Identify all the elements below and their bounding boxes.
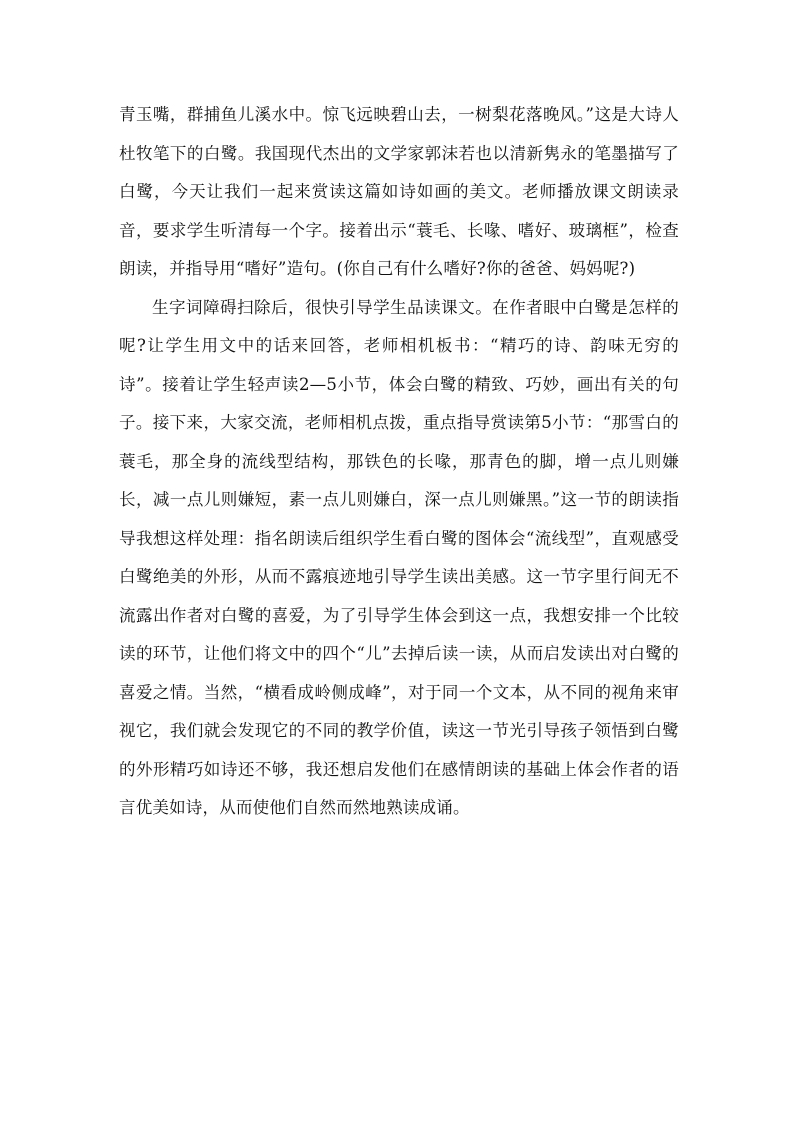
document-body <box>119 96 679 828</box>
paragraph-2: 生字词障碍扫除后，很快引导学生品读课文。在作者眼中白鹭是怎样的呢?让学生用文中的话来回答，老师相机板书：“精巧的诗、韵味无穷的诗”。接着让学生轻声读2—5小节，体会白鹭的精致、巧妙，画出有关的句子。接下来，大家交流，老师相机点拨，重点指导赏读第5小节：“那雪白的蓑毛，那全身的流线型结构，那铁色的长喙，那青色的脚，增一点儿则嫌长，减一点儿则嫌短，素一点儿则嫌白，深一点儿则嫌黑。”这一节的朗读指导我想这样处理：指名朗读后组织学生看白鹭的图体会“流线型”，直观感受白鹭绝美的外形，从而不露痕迹地引导学生读出美感。这一节字里行间无不流露出作者对白鹭的喜爱，为了引导学生体会到这一点，我想安排一个比较读的环节，让他们将文中的四个“儿”去掉后读一读，从而启发读出对白鹭的喜爱之情。当然，“横看成岭侧成峰”，对于同一个文本，从不同的视角来审视它，我们就会发现它的不同的教学价值，读这一节光引导孩子领悟到白鹭的外形精巧如诗还不够，我还想启发他们在感情朗读的基础上体会作者的语言优美如诗，从而使他们自然而然地熟读成诵。 <box>119 297 679 817</box>
paragraph-1: 青玉嘴，群捕鱼儿溪水中。惊飞远映碧山去，一树梨花落晚风。”这是大诗人杜牧笔下的白鹭。我国现代杰出的文学家郭沫若也以清新隽永的笔墨描写了白鹭，今天让我们一起来赏读这篇如诗如画的美文。老师播放课文朗读录音，要求学生听清每一个字。接着出示“蓑毛、长喙、嗜好、玻璃框”，检查朗读，并指导用“嗜好”造句。(你自己有什么嗜好?你的爸爸、妈妈呢?) <box>119 105 679 278</box>
